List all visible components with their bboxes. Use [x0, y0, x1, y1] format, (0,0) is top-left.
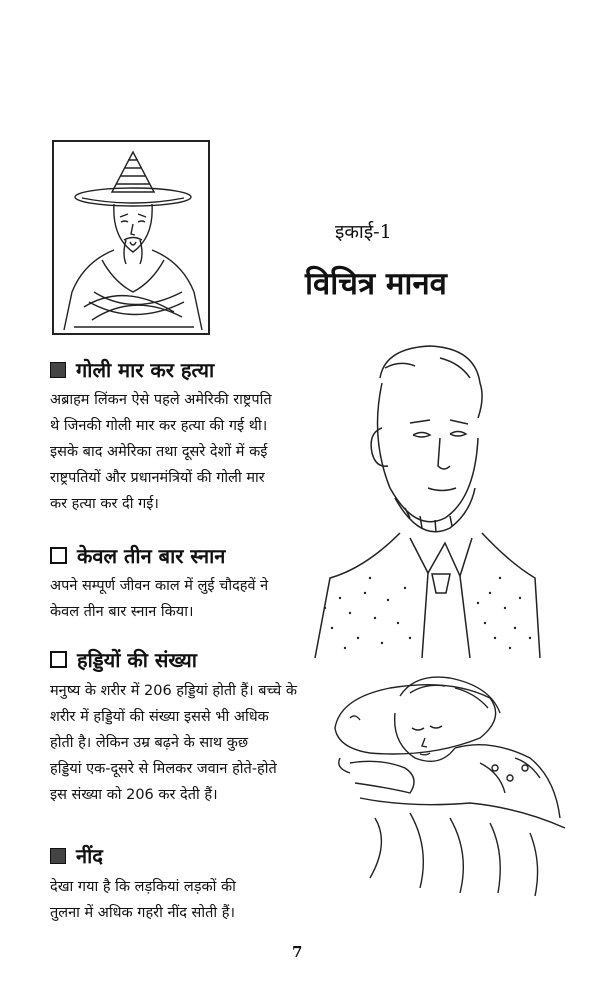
section-paragraph-3: [50, 678, 297, 808]
paragraph-line: शरीर में हड्डियों की संख्या इससे भी अधिक: [50, 709, 269, 725]
empty-square-icon: [50, 547, 67, 564]
paragraph-line: अपने सम्पूर्ण जीवन काल में लुई चौदहवें ने: [50, 578, 269, 594]
section-heading-text: नींद: [76, 844, 103, 868]
paragraph-line: इसके बाद अमेरिका तथा दूसरे देशों में कई: [50, 444, 268, 460]
lincoln-portrait: [310, 338, 540, 658]
section-paragraph-1: [50, 387, 272, 517]
section-heading-text: गोली मार कर हत्या: [76, 358, 215, 382]
filled-square-icon: [50, 848, 66, 864]
filled-square-icon: [50, 362, 66, 378]
paragraph-line: तुलना में अधिक गहरी नींद सोती हैं।: [50, 905, 235, 921]
section-heading-2: [50, 542, 225, 569]
paragraph-line: देखा गया है कि लड़कियां लड़कों की: [50, 879, 236, 895]
empty-square-icon: [50, 651, 67, 668]
section-heading-4: [50, 842, 103, 869]
paragraph-line: अब्राहम लिंकन ऐसे पहले अमेरिकी राष्ट्रपति: [50, 392, 272, 408]
section-heading-3: [50, 646, 197, 673]
section-heading-text: हड्डियों की संख्या: [77, 648, 197, 672]
paragraph-line: हड्डियां एक-दूसरे से मिलकर जवान होते-होते: [50, 761, 277, 777]
paragraph-line: थे जिनकी गोली मार कर हत्या की गई थी।: [50, 418, 268, 434]
sleeping-girl-illustration: [330, 668, 570, 898]
paragraph-line: राष्ट्रपतियों और प्रधानमंत्रियों की गोली मार: [50, 470, 265, 486]
hat-man-drawing: [54, 142, 212, 337]
paragraph-line: कर हत्या कर दी गई।: [50, 496, 159, 512]
paragraph-line: इस संख्या को 206 कर देती हैं।: [50, 787, 218, 803]
page-number: 7: [292, 943, 303, 961]
hat-man-illustration: [52, 140, 210, 335]
section-heading-text: केवल तीन बार स्नान: [77, 544, 226, 568]
unit-label: इकाई-1: [335, 221, 392, 243]
paragraph-line: मनुष्य के शरीर में 206 हड्डियां होती हैं। बच्चे के: [50, 683, 297, 699]
section-paragraph-2: [50, 573, 268, 625]
paragraph-line: केवल तीन बार स्नान किया।: [50, 604, 194, 620]
chapter-title: विचित्र मानव: [305, 266, 447, 302]
section-paragraph-4: [50, 874, 236, 926]
section-heading-1: [50, 356, 214, 383]
paragraph-line: होती है। लेकिन उम्र बढ़ने के साथ कुछ: [50, 735, 249, 751]
